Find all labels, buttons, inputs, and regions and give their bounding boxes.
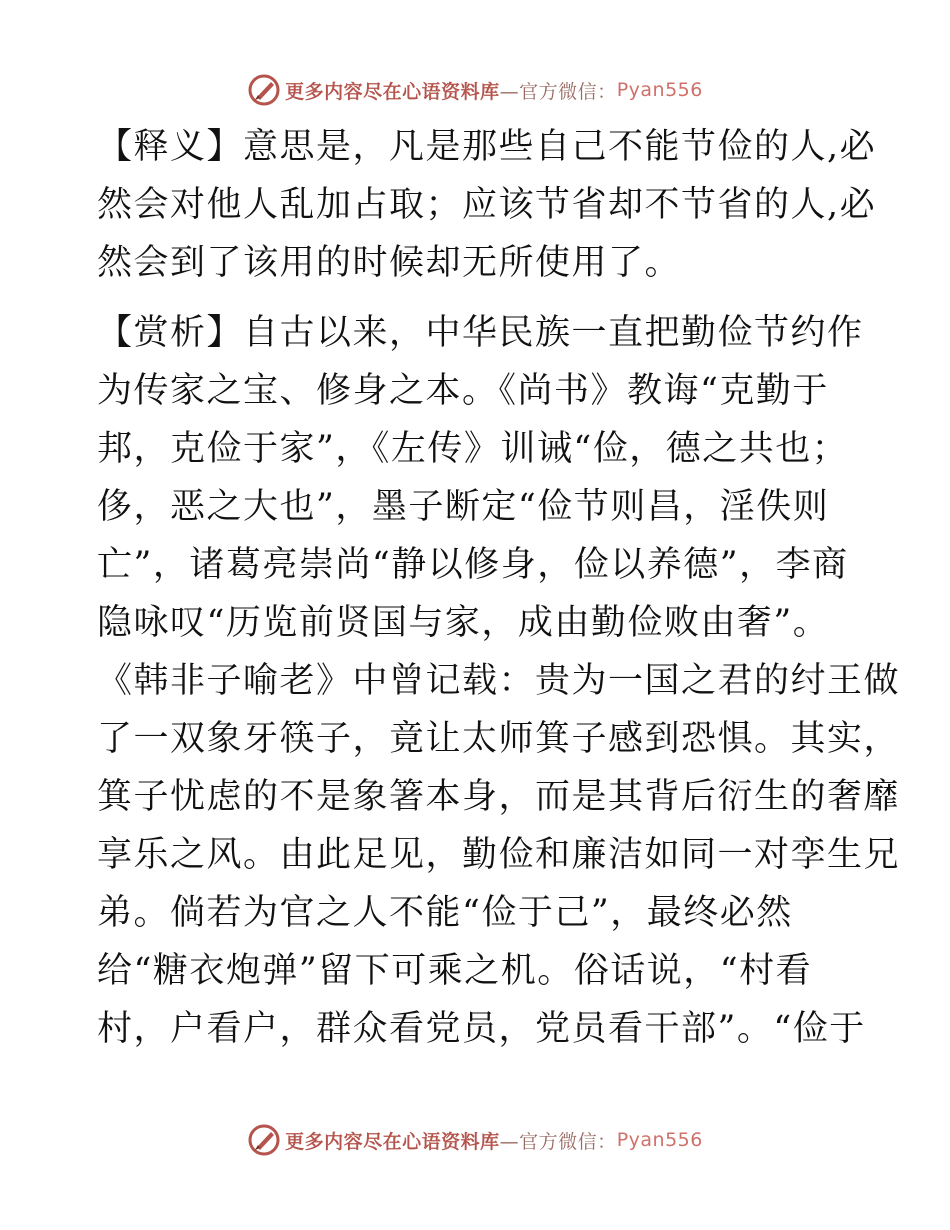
text-line: 亡”，诸葛亮崇尚“静以修身，俭以养德”，李商 bbox=[97, 545, 849, 585]
paragraph-analysis bbox=[97, 304, 901, 1058]
footer-wechat: Pyan556 bbox=[616, 1129, 703, 1151]
footer-separator: —官方微信： bbox=[499, 1130, 617, 1153]
footer-brand: 更多内容尽在心语资料库 bbox=[285, 1130, 500, 1153]
text-line: 然会到了该用的时候却无所使用了。 bbox=[97, 243, 682, 283]
text-line: 村，户看户，群众看党员，党员看干部”。“俭于 bbox=[97, 1009, 866, 1049]
text-line: 《韩非子喻老》中曾记载：贵为一国之君的纣王做 bbox=[97, 661, 901, 701]
text-line: 【释义】意思是，凡是那些自己不能节俭的人,必 bbox=[97, 127, 877, 167]
text-line: 隐咏叹“历览前贤国与家，成由勤俭败由奢”。 bbox=[97, 603, 830, 643]
paragraph-definition bbox=[97, 118, 877, 292]
header-brand: 更多内容尽在心语资料库 bbox=[285, 80, 500, 103]
document-body bbox=[97, 118, 901, 1058]
text-line: 然会对他人乱加占取；应该节省却不节省的人,必 bbox=[97, 185, 877, 225]
text-line: 【赏析】自古以来，中华民族一直把勤俭节约作 bbox=[97, 313, 864, 353]
footer-banner bbox=[0, 1120, 950, 1160]
header-banner bbox=[0, 70, 950, 110]
header-wechat: Pyan556 bbox=[616, 79, 703, 101]
header-separator: —官方微信： bbox=[499, 80, 617, 103]
text-line: 邦，克俭于家”，《左传》训诫“俭，德之共也； bbox=[97, 429, 849, 469]
text-line: 侈，恶之大也”，墨子断定“俭节则昌，淫佚则 bbox=[97, 487, 830, 527]
text-line: 为传家之宝、修身之本。《尚书》教诲“克勤于 bbox=[97, 371, 829, 411]
text-line: 箕子忧虑的不是象箸本身，而是其背后衍生的奢靡 bbox=[97, 777, 901, 817]
text-line: 享乐之风。由此足见，勤俭和廉洁如同一对孪生兄 bbox=[97, 835, 901, 875]
text-line: 弟。倘若为官之人不能“俭于己”，最终必然 bbox=[97, 893, 793, 933]
text-line: 了一双象牙筷子，竟让太师箕子感到恐惧。其实， bbox=[97, 719, 901, 759]
text-line: 给“糖衣炮弹”留下可乘之机。俗话说，“村看 bbox=[97, 951, 813, 991]
pen-logo-icon bbox=[247, 73, 281, 107]
pen-logo-icon bbox=[247, 1123, 281, 1157]
